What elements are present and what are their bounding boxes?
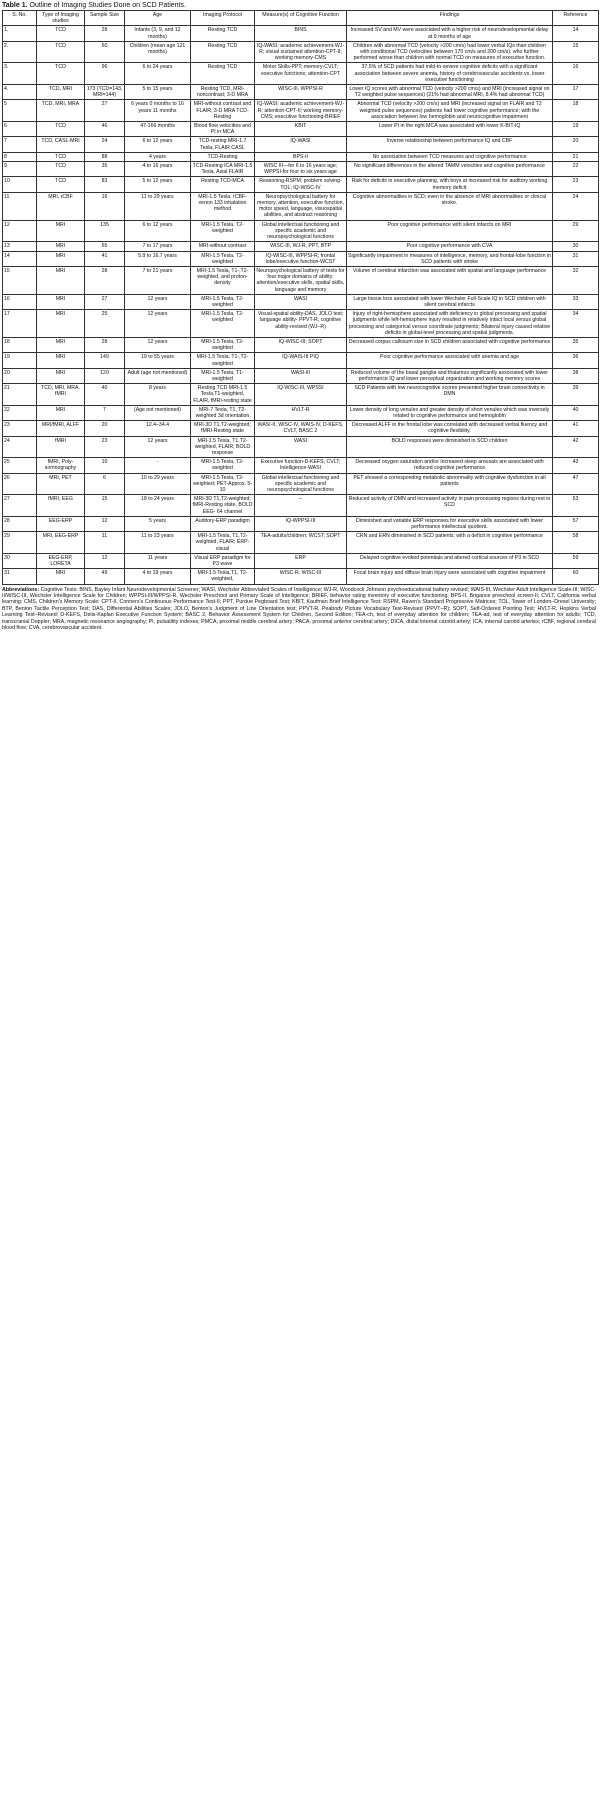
table-row: [3, 553, 599, 568]
cell-protocol: MRI-1.5 Tesla, T2-weighted: [191, 294, 255, 309]
cell-measures: BPS-II: [255, 152, 347, 161]
cell-type: MRI: [37, 242, 85, 251]
table-row: [3, 310, 599, 338]
cell-sample-size: 15: [85, 495, 125, 517]
table-row: [3, 85, 599, 100]
table-caption: [0, 0, 600, 10]
cell-type: TCD, MRI: [37, 85, 85, 100]
cell-protocol: Resting TCD: [191, 63, 255, 85]
cell-measures: WISC-R, WISC-III: [255, 569, 347, 584]
cell-measures: IQ-WISC-III, WPPSI-R; frontal lobe/executive function-WCST: [255, 251, 347, 266]
cell-age: 4 years: [125, 152, 191, 161]
cell-measures: Global intellectual functioning and specific academic and neuropsychological functions: [255, 220, 347, 242]
cell-measures: ERP: [255, 553, 347, 568]
cell-sample-size: 28: [85, 337, 125, 352]
cell-sno: 18: [3, 337, 37, 352]
cell-sno: 29: [3, 532, 37, 554]
cell-age: 11 to 29 years: [125, 192, 191, 220]
cell-reference: 53: [553, 495, 599, 517]
table-row: [3, 421, 599, 436]
cell-sno: 7: [3, 137, 37, 152]
cell-findings: Inverse relationship between performance IQ and CBF: [347, 137, 553, 152]
cell-protocol: MRI-1.5 Tesla, T2-weighted: [191, 251, 255, 266]
cell-type: MRI: [37, 266, 85, 294]
table-row: [3, 122, 599, 137]
table-caption-label: Table 1.: [2, 2, 28, 9]
cell-type: MRI: [37, 310, 85, 338]
cell-findings: Significantly impairment in measures of intelligence, memory, and frontal-lobe function in SCD patients with stroke: [348, 252, 551, 265]
cell-age: 7 to 21 years: [125, 266, 191, 294]
cell-measures: IQ-WISC-III; SOPT: [255, 337, 347, 352]
cell-measures: IQ-WASI: [255, 137, 347, 152]
table-row: [3, 294, 599, 309]
cell-type: TCD, MRI, MRA, fMRI: [37, 384, 85, 406]
cell-sample-size: 28: [85, 266, 125, 294]
cell-measures: IQ-WASI; academic achievement-WJ-R; attention-CPT-II; working memory-CMS; executive functioning-BRIEF: [255, 100, 347, 122]
cell-reference: 19: [553, 122, 599, 137]
cell-sample-size: 88: [85, 152, 125, 161]
cell-sample-size: 149: [85, 353, 125, 368]
cell-age: 6 to 24 years: [125, 63, 191, 85]
cell-age: 11 years: [125, 553, 191, 568]
table-row: [3, 41, 599, 63]
cell-protocol: MRI-1.5 Tesla, T2-weighted: [191, 337, 255, 352]
table-caption-text: Outline of Imaging Studies Done on SCD Patients.: [29, 2, 186, 9]
cell-sno: 2.: [3, 41, 37, 63]
cell-reference: 17: [553, 85, 599, 100]
cell-measures: Visual-spatial ability-DAS, JOLO test; language ability- PPVT-R; cognitive ability-revised (WJ–R): [255, 310, 347, 338]
cell-findings: Children with abnormal TCD (velocity >200 cm/s) had lower verbal IQs than children with conditional TCD (velocities between 170 cm/s and 200 cm/s), who further performed worse than children with normal TCD on measures of executive function.: [347, 41, 553, 63]
header-sno: S. No.: [3, 11, 37, 26]
cell-reference: 32: [553, 266, 599, 294]
cell-reference: 34: [553, 310, 599, 338]
cell-sno: 31: [3, 569, 37, 584]
table-row: [3, 251, 599, 266]
cell-age: 6 to 12 years: [125, 220, 191, 242]
cell-protocol: MRI-1.5 Tesla, T1-,T2-weighted, and proton-density: [191, 266, 255, 294]
cell-type: MRI, PET: [37, 473, 85, 495]
abbreviations-label: Abbreviations:: [2, 586, 40, 593]
cell-findings: Increased SV and MV were associated with a higher risk of neurodevelopmental delay at 9 months of age: [347, 26, 553, 41]
cell-age: (Age not mentioned): [125, 405, 191, 420]
cell-sno: 30: [3, 553, 37, 568]
cell-type: fMRI: [37, 436, 85, 458]
cell-protocol: MRI-1.5 Tesla, T2-weighted; PET-Approx. 5-10: [191, 473, 255, 495]
header-sample-size: Sample Size: [85, 11, 125, 26]
cell-protocol: MRI-1.5 Tesla, T2-weighted: [191, 220, 255, 242]
cell-sample-size: 41: [85, 251, 125, 266]
cell-reference: 29: [553, 220, 599, 242]
cell-type: TCD: [37, 152, 85, 161]
table-row: [3, 242, 599, 251]
cell-protocol: MRI-1.5 Tesla, T1,T2-weighted, FLAIR; ERP-visual: [191, 532, 255, 554]
cell-reference: 35: [553, 337, 599, 352]
cell-measures: IQ-WASI; academic achievement-WJ-R; visual sustained attention-CPT-II; working memory-CMS: [255, 41, 347, 63]
header-reference: Reference: [553, 11, 599, 26]
cell-reference: 21: [553, 152, 599, 161]
cell-type: MRI/fMRI, ALFF: [37, 421, 85, 436]
cell-protocol: MRI-without contrast: [191, 242, 255, 251]
cell-protocol: MRI-1.5 Tesla, rCBF-xenon 133 inhalation method: [191, 192, 255, 220]
cell-findings: Lower IQ scores with abnormal TCD (velocity >200 cm/s) and MRI (increased signal on T2 weighted pulse sequences) (21% had abnormal MRI, 8.4% had abnormal TCD): [347, 85, 553, 100]
cell-protocol: TCD-Resting: [191, 152, 255, 161]
cell-reference: 41: [553, 421, 599, 436]
cell-measures: WASI-III: [255, 368, 347, 383]
cell-reference: 14: [553, 26, 599, 41]
cell-measures: IQ-WAIS-III PIQ: [255, 353, 347, 368]
cell-measures: Reasoning-RSPM; problem solving-TOL; IQ-WISC-IV: [255, 177, 347, 192]
table-row: [3, 26, 599, 41]
cell-type: MRI: [37, 368, 85, 383]
cell-findings: BOLD responses were diminished in SCD children: [347, 436, 553, 458]
cell-reference: 16: [553, 63, 599, 85]
cell-measures: WASI-II, WISC-IV, WAIS-IV, D-KEFS, CVLT, BASC 2: [255, 421, 347, 436]
cell-sample-size: 28: [85, 26, 125, 41]
cell-protocol: MRI-1.5 Tesla, T1-weighted: [191, 368, 255, 383]
cell-findings: Decreased oxygen saturation and/or increased sleep arousals are associated with reduced cognitive performance: [347, 458, 553, 473]
cell-reference: 22: [553, 162, 599, 177]
cell-type: MRI: [37, 220, 85, 242]
cell-type: fMRI, Poly-somnography: [37, 458, 85, 473]
cell-sno: 19: [3, 353, 37, 368]
cell-sno: 23: [3, 421, 37, 436]
cell-findings: Reduced volume of the basal ganglia and thalamus significantly associated with lower performance IQ and lower perceptual organization and working memory scores: [347, 368, 553, 383]
table-row: [3, 152, 599, 161]
cell-sno: 26: [3, 473, 37, 495]
cell-findings: Risk for deficits in executive planning, with boys at increased risk for auditory working memory deficit: [347, 177, 553, 192]
cell-findings: Cognitive abnormalities in SCD; even in the absence of MRI abnormalities or clinical stroke.: [347, 192, 553, 220]
cell-findings: Decreased ALFF in the frontal lobe was correlated with decreased verbal fluency and cognitive flexibility.: [347, 421, 553, 436]
cell-reference: 31: [553, 251, 599, 266]
cell-type: TCD: [37, 162, 85, 177]
cell-sno: 27: [3, 495, 37, 517]
cell-sample-size: 40: [85, 384, 125, 406]
table-row: [3, 384, 599, 406]
cell-measures: WISC-III, WPPSI-R: [255, 85, 347, 100]
cell-protocol: MRI-without contrast and FLAIR, 3-D MRA TCD-Resting: [191, 100, 255, 122]
abbreviations-note: [0, 585, 598, 634]
table-header-row: [3, 11, 599, 26]
cell-protocol: MRI-3D T1,T2-weighted; fMRI-Resting state, BOLD EEG- 64 channel: [191, 495, 255, 517]
cell-sno: 20: [3, 368, 37, 383]
cell-measures: WISC III—for 6 to 16 years age; WPPSI-for four to six years age: [255, 162, 347, 177]
table-row: [3, 436, 599, 458]
cell-sample-size: 23: [85, 436, 125, 458]
cell-findings: Large tissue loss associated with lower Wechsler Full-Scale IQ in SCD children with silent cerebral infarcts: [347, 294, 553, 309]
cell-protocol: Blood flow velocities and PI in MCA: [191, 122, 255, 137]
cell-sample-size: 27: [85, 100, 125, 122]
cell-type: MRI: [37, 337, 85, 352]
cell-sno: 11: [3, 192, 37, 220]
cell-age: 10 to 29 years: [125, 473, 191, 495]
cell-age: 18 to 24 years: [125, 495, 191, 517]
cell-measures: Neuropsychological battery for memory, attention, executive function, motor speed, language, visuospatial abilities, and abstract reasoning: [255, 192, 347, 220]
cell-reference: 36: [553, 353, 599, 368]
cell-reference: 59: [553, 553, 599, 568]
cell-age: Children (mean age 121 months): [125, 41, 191, 63]
cell-measures: TEA-adults/children; WCST; SOPT: [255, 532, 347, 554]
cell-reference: 33: [553, 294, 599, 309]
cell-findings: Lower density of long venules and greater density of short venules which was inversely related to cognitive performance and hemoglobin: [347, 405, 553, 420]
cell-reference: 30: [553, 242, 599, 251]
cell-measures: –: [255, 495, 347, 517]
cell-findings: Abnormal TCD (velocity >200 cm/s) and MRI (increased signal on FLAIR and T2 weighted pulse sequences) patients had lower cognitive performance; with the association between low hemoglobin and neurocognitive impairment: [347, 100, 553, 122]
cell-age: -: [125, 458, 191, 473]
table-row: [3, 532, 599, 554]
abbreviations-text: Cognitive Tests: BINS, Bayley Infant Neurodevelopmental Screener; WASI, Wechsler Abbreviated Scales of Intelligence; WJ-R, Woodcock Johnson psychoeducational battery revised; WAIS-III, Wechsler Adult Intelligence Scale-III; WISC-II/WISC-III, Wechsler Intelligence Scale for Children; WPPSI-III/WPPSI-R, Wechsler Preschool and Primary Scale of Intelligence; BRIEF, behavior rating inventory of executive functioning; BPS-II, Brigance preschool screen-II; CVLT, California verbal learning; CMS, Children's Memory Scale; CPT-II, Conners's Continuous Performance Test-II; PPT, Purdue Pegboard Test; KBIT, Kaufman Brief Intelligence Test; RSPM, Raven's Standard Progressive Matrices; TOL, Tower of London–Drexel University; BTP, Benton Tactile Perception Test; DAS, Differential Abilities Scales; JOLO, Benton's Judgment of Line Orientation test; PPVT-R, Peabody Picture Vocabulary Test-Revised (PPVT–R); SOPT, Self-Ordered Pointing Test; HVLT-R, Hopkins Verbal Learning Test–Revised; D-KEFS, Delis-Kaplan Executive Function System; BASC 2, Behavior Assessment System for Children, Second Edition; TEA-ch, test of everyday attention for children; TEA-ad, test of everyday attention for adults; TCD, transcranial Doppler; MRA, magnetic resonance angiography; PI, pulsatility indexes; PMCA, proximal middle cerebral artery; PACA, proximal anterior cerebral artery; DICA, distal internal carotid artery; ICA, internal carotid arteries; rCBF, regional cerebral blood flow; CVA, cerebrovascular accident.: [2, 586, 596, 632]
cell-findings: No association between TCD measures and cognitive performance: [347, 152, 553, 161]
cell-age: 5 years: [125, 516, 191, 531]
cell-sample-size: 25: [85, 310, 125, 338]
cell-sample-size: 7: [85, 405, 125, 420]
cell-sno: 5: [3, 100, 37, 122]
cell-measures: IQ-WPPSI-III: [255, 516, 347, 531]
cell-measures: HVLT-R: [255, 405, 347, 420]
table-row: [3, 368, 599, 383]
cell-sno: 8: [3, 152, 37, 161]
table-row: [3, 162, 599, 177]
cell-age: 6 to 12 years: [125, 137, 191, 152]
header-type: Type of Imaging studies: [37, 11, 85, 26]
cell-type: MRI: [37, 569, 85, 584]
cell-sno: 10: [3, 177, 37, 192]
cell-findings: CRN and ERN diminished in SCD patients; with a deficit in cognitive performance: [347, 532, 553, 554]
cell-protocol: TCD-Resting ICA MRI-1.5 Tesla, Axial FLAIR: [191, 162, 255, 177]
table-row: [3, 177, 599, 192]
cell-findings: Diminished and variable ERP responses for executive skills associated with lower performance intellectual quotient.: [347, 516, 553, 531]
cell-sno: 15: [3, 266, 37, 294]
cell-type: TCD, CASL-MRI: [37, 137, 85, 152]
studies-table: [2, 10, 599, 585]
header-protocol: Imaging Protocol: [191, 11, 255, 26]
cell-age: 12 years: [125, 310, 191, 338]
table-row: [3, 473, 599, 495]
cell-protocol: Resting TCD-MCA: [191, 177, 255, 192]
cell-measures: WASI: [255, 436, 347, 458]
cell-sample-size: 49: [85, 569, 125, 584]
cell-sample-size: 120: [85, 368, 125, 383]
cell-reference: 60: [553, 569, 599, 584]
cell-findings: No significant differences in the altered TAMM velocities and cognitive performance: [347, 162, 553, 177]
cell-sample-size: 27: [85, 294, 125, 309]
cell-sample-size: 20: [85, 421, 125, 436]
cell-age: 11 to 23 years: [125, 532, 191, 554]
cell-age: 7 to 17 years: [125, 242, 191, 251]
cell-type: MRI, EEG-ERP: [37, 532, 85, 554]
cell-protocol: MRI-1.5 Tesla, T2-weighted: [191, 458, 255, 473]
cell-sno: 17: [3, 310, 37, 338]
cell-sample-size: 12: [85, 553, 125, 568]
cell-reference: 58: [553, 532, 599, 554]
cell-findings: 37.5% of SCD patients had mild-to-severe cognitive deficits with a significant association between severe anemia, history of cerebrovascular accidents vs. lower executive functioning: [347, 63, 553, 85]
cell-age: 5 to 15 years: [125, 85, 191, 100]
cell-reference: 15: [553, 41, 599, 63]
cell-age: 12 years: [125, 337, 191, 352]
table-row: [3, 353, 599, 368]
cell-protocol: MRI-1.5 Tesla, T2-weighted: [191, 310, 255, 338]
table-row: [3, 495, 599, 517]
cell-sno: 4.: [3, 85, 37, 100]
cell-reference: 57: [553, 516, 599, 531]
cell-sno: 3.: [3, 63, 37, 85]
cell-measures: Neuropsychological battery of tests for four major domains of ability: attention/executive skills, spatial skills, language and memory: [256, 267, 345, 293]
cell-sno: 13: [3, 242, 37, 251]
cell-protocol: Resting TCD: [191, 41, 255, 63]
cell-protocol: TCD-resting MRI-1.7 Tesla, FLAIR CASL: [191, 137, 255, 152]
cell-sample-size: 11: [85, 532, 125, 554]
cell-age: Adult (age not mentioned): [125, 368, 191, 383]
cell-protocol: Visual ERP paradigm for P3 wave: [191, 553, 255, 568]
table-row: [3, 405, 599, 420]
cell-measures: BINS: [255, 26, 347, 41]
cell-reference: 39: [553, 384, 599, 406]
cell-protocol: MRI-3D T1,T2-weighted; fMRI-Resting state: [191, 421, 255, 436]
cell-reference: 47: [553, 473, 599, 495]
cell-sample-size: 83: [85, 177, 125, 192]
cell-measures: IQ-WISC-III, WPSSI: [255, 384, 347, 406]
cell-type: TCD: [37, 26, 85, 41]
cell-sno: 12: [3, 220, 37, 242]
cell-age: 12.4–34.4: [125, 421, 191, 436]
cell-reference: 24: [553, 192, 599, 220]
cell-type: MRI: [37, 294, 85, 309]
header-findings: Findings: [347, 11, 553, 26]
cell-findings: Decreased corpus callosum size in SCD children associated with cognitive performance: [347, 337, 553, 352]
table-row: [3, 100, 599, 122]
cell-sample-size: 60: [85, 41, 125, 63]
cell-sno: 16: [3, 294, 37, 309]
cell-findings: Poor cognitive performance with CVA: [347, 242, 553, 251]
cell-age: 4 to 16 years: [125, 162, 191, 177]
cell-sample-size: 35: [85, 162, 125, 177]
cell-measures: WISC-III, WJ-R, PPT, BTP: [255, 242, 347, 251]
cell-type: EEG-ERP: [37, 516, 85, 531]
cell-sno: 6: [3, 122, 37, 137]
cell-reference: 42: [553, 436, 599, 458]
table-row: [3, 137, 599, 152]
table-row: [3, 458, 599, 473]
cell-sample-size: 24: [85, 137, 125, 152]
table-row: [3, 192, 599, 220]
cell-age: Infants (3, 9, and 12 months): [125, 26, 191, 41]
cell-type: MRI: [37, 405, 85, 420]
header-age: Age: [125, 11, 191, 26]
cell-protocol: MRI-1.5 Tesla, T1-,T2-weighted: [191, 353, 255, 368]
cell-protocol: Resting TCD: [191, 26, 255, 41]
cell-age: 12 years: [125, 294, 191, 309]
cell-measures: WASI: [255, 294, 347, 309]
cell-age: 4 to 19 years: [125, 569, 191, 584]
cell-protocol: Resting TCD, MRI-noncontrast; 3-D MRA: [191, 85, 255, 100]
cell-sample-size: 6: [85, 473, 125, 495]
cell-findings: Poor cognitive performance associated with anemia and age: [347, 353, 553, 368]
cell-measures: KBIT: [255, 122, 347, 137]
cell-type: fMRI, EEG: [37, 495, 85, 517]
cell-findings: Injury of right-hemisphere associated with deficiency in global processing and spatial judgments while left-hemisphere injury resulted in relatively intact local versus global processing and categorical versus coordinate judgments; Bilateral injury caused relative deficits in global-level processing and spatial judgments.: [347, 310, 553, 338]
table-row: [3, 266, 599, 294]
cell-findings: Volume of cerebral infarction was associated with spatial and language performance: [347, 266, 553, 294]
cell-age: 12 years: [125, 436, 191, 458]
cell-findings: Focal brain injury and diffuse brain injury were associated with cognitive impairment: [347, 569, 553, 584]
cell-reference: 43: [553, 458, 599, 473]
cell-type: TCD: [37, 122, 85, 137]
cell-sno: 21: [3, 384, 37, 406]
cell-sample-size: 173 (TCD=143, MRI=144): [85, 85, 125, 100]
cell-type: MRI: [37, 353, 85, 368]
cell-findings: Delayed cognitive evoked potentials and altered cortical sources of P3 in SCD: [347, 553, 553, 568]
cell-sno: 24: [3, 436, 37, 458]
cell-sno: 1.: [3, 26, 37, 41]
cell-type: TCD: [37, 41, 85, 63]
cell-reference: 38: [553, 368, 599, 383]
cell-findings: PET showed a corresponding metabolic abnormality with cognitive dysfunction in all patients: [347, 473, 553, 495]
cell-protocol: MRI-1.5 Tesla, T1,T2-weighted, FLAIR; BOLD response: [191, 436, 255, 458]
cell-reference: 18: [553, 100, 599, 122]
cell-protocol: Auditory-ERP paradigm: [191, 516, 255, 531]
cell-type: MRI: [37, 251, 85, 266]
cell-age: 47-166 months: [125, 122, 191, 137]
cell-findings: SCD Patients with low neurocognitive scores presented higher brain connectivity in DMN: [347, 384, 553, 406]
table-row: [3, 63, 599, 85]
cell-sno: 28: [3, 516, 37, 531]
cell-findings: Lower PI in the right MCA was associated with lower K-BIT-IQ: [347, 122, 553, 137]
cell-age: 5 to 12 years: [125, 177, 191, 192]
table-row: [3, 516, 599, 531]
cell-sample-size: 96: [85, 63, 125, 85]
cell-sno: 14: [3, 251, 37, 266]
header-measures: Measure(s) of Cognitive Function: [255, 11, 347, 26]
cell-sample-size: 10: [85, 458, 125, 473]
cell-measures: Global intellectual functioning and specific academic and neuropsychological functions: [255, 473, 347, 495]
cell-age: 6 years 0 months to 16 years 11 months: [125, 100, 191, 122]
cell-protocol: MRI-1.5 Tesla,T1, T2-weighted,: [191, 569, 255, 584]
table-row: [3, 220, 599, 242]
cell-findings: Reduced activity of DMN and increased activity in pain processing regions during rest in SCD: [347, 495, 553, 517]
cell-measures: Motor Skills-PPT; memory-CVLT; executive functions; attention-CPT: [255, 63, 347, 85]
cell-type: TCD: [37, 63, 85, 85]
cell-measures: Executive function-D-KEFS, CVLT; Intelligence-WASI: [255, 458, 347, 473]
cell-age: 5.9 to 16.7 years: [125, 251, 191, 266]
cell-protocol: Resting TCD MRI-1.5 Tesla,T1-weighted, FLAIR, fMRI-resting state: [191, 384, 255, 406]
cell-sample-size: 135: [85, 220, 125, 242]
cell-protocol: MRI-7 Tesla, T1, T2-weighted 3d orientation: [191, 405, 255, 420]
cell-age: 19 to 55 years: [125, 353, 191, 368]
cell-sno: 22: [3, 405, 37, 420]
cell-age: 8 years: [125, 384, 191, 406]
cell-reference: 40: [553, 405, 599, 420]
cell-reference: 20: [553, 137, 599, 152]
cell-sample-size: 46: [85, 122, 125, 137]
table-row: [3, 569, 599, 584]
cell-sno: 9: [3, 162, 37, 177]
cell-reference: 23: [553, 177, 599, 192]
table-row: [3, 337, 599, 352]
cell-findings: Poor cognitive performance with silent infarcts on MRI: [347, 220, 553, 242]
cell-sample-size: 16: [85, 192, 125, 220]
cell-type: TCD, MRI, MRA: [37, 100, 85, 122]
cell-type: TCD: [37, 177, 85, 192]
cell-sample-size: 12: [85, 516, 125, 531]
cell-sno: 25: [3, 458, 37, 473]
cell-type: EEG-ERP, LORETA: [37, 553, 85, 568]
cell-type: MRI, rCBF: [37, 192, 85, 220]
cell-sample-size: 65: [85, 242, 125, 251]
